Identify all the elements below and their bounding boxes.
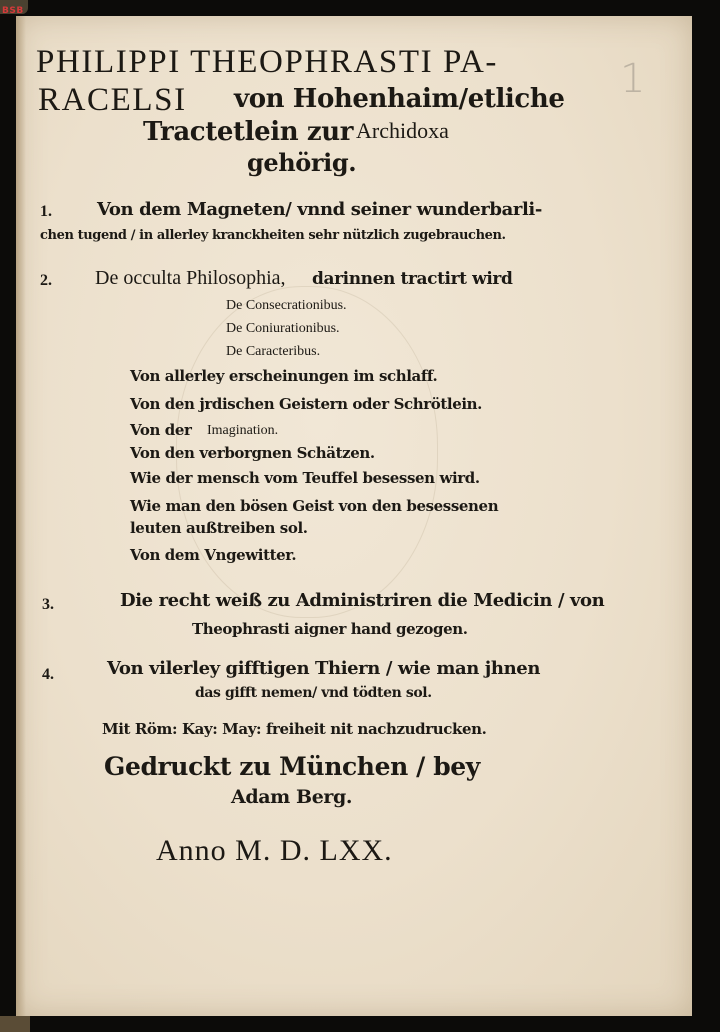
library-stamp: BSB <box>2 6 24 16</box>
item-2-topic-6b: leuten außtreiben sol. <box>130 519 308 537</box>
item-2-topic-5: Wie der mensch vom Teuffel besessen wird. <box>130 469 480 487</box>
item-2-topic-3-roman: Imagination. <box>207 423 279 438</box>
imprint-line-1: Gedruckt zu München / bey <box>104 752 480 781</box>
title-line-3-roman: Archidoxa <box>356 118 449 143</box>
item-2-topic-1: Von allerley erscheinungen im schlaff. <box>130 367 438 385</box>
item-2-sub-3: De Caracteribus. <box>226 344 321 359</box>
binding-corner-bottom <box>0 1016 30 1032</box>
item-2-topic-7: Von dem Vngewitter. <box>130 546 297 564</box>
item-2-sub-2: De Coniurationibus. <box>226 321 340 336</box>
item-2-topic-6a: Wie man den bösen Geist von den besessenen <box>130 497 499 515</box>
item-3-line-1: Die recht weiß zu Administriren die Medicin / von <box>120 590 605 611</box>
item-4-line-2: das gifft nemen/ vnd tödten sol. <box>195 685 432 701</box>
item-2-topic-2: Von den jrdischen Geistern oder Schrötlein. <box>130 395 482 413</box>
page-gutter-shadow <box>16 16 26 1016</box>
folio-number: 1 <box>620 56 646 102</box>
item-2-topic-3-black: Von der <box>130 421 192 439</box>
title-line-3-black: Tractetlein zur <box>143 117 354 147</box>
item-4-line-1: Von vilerley gifftigen Thiern / wie man jhnen <box>107 658 541 679</box>
imprint-year: Anno M. D. LXX. <box>156 834 393 867</box>
item-1-line-1: Von dem Magneten/ vnnd seiner wunderbarli- <box>97 199 542 220</box>
title-line-1: PHILIPPI THEOPHRASTI PA- <box>36 44 498 80</box>
item-1-number: 1. <box>40 203 52 220</box>
item-1-line-2: chen tugend / in allerley kranckheiten sehr nützlich zugebrauchen. <box>40 228 506 243</box>
item-3-number: 3. <box>42 596 54 613</box>
item-2-topic-4: Von den verborgnen Schätzen. <box>130 444 375 462</box>
item-3-line-2: Theophrasti aigner hand gezogen. <box>192 620 468 638</box>
item-2-sub-1: De Consecrationibus. <box>226 298 347 313</box>
item-2-line-1-roman: De occulta Philosophia, <box>95 267 286 289</box>
title-line-4: gehörig. <box>247 148 357 177</box>
privilege-line: Mit Röm: Kay: May: freiheit nit nachzudrucken. <box>102 720 487 738</box>
title-line-2-rest: von Hohenhaim/etliche <box>234 84 565 114</box>
item-2-line-1-black: darinnen tractirt wird <box>312 269 513 289</box>
item-4-number: 4. <box>42 666 54 683</box>
imprint-line-2: Adam Berg. <box>231 786 353 808</box>
item-2-number: 2. <box>40 272 52 289</box>
title-line-2-caps: RACELSI <box>38 82 187 118</box>
